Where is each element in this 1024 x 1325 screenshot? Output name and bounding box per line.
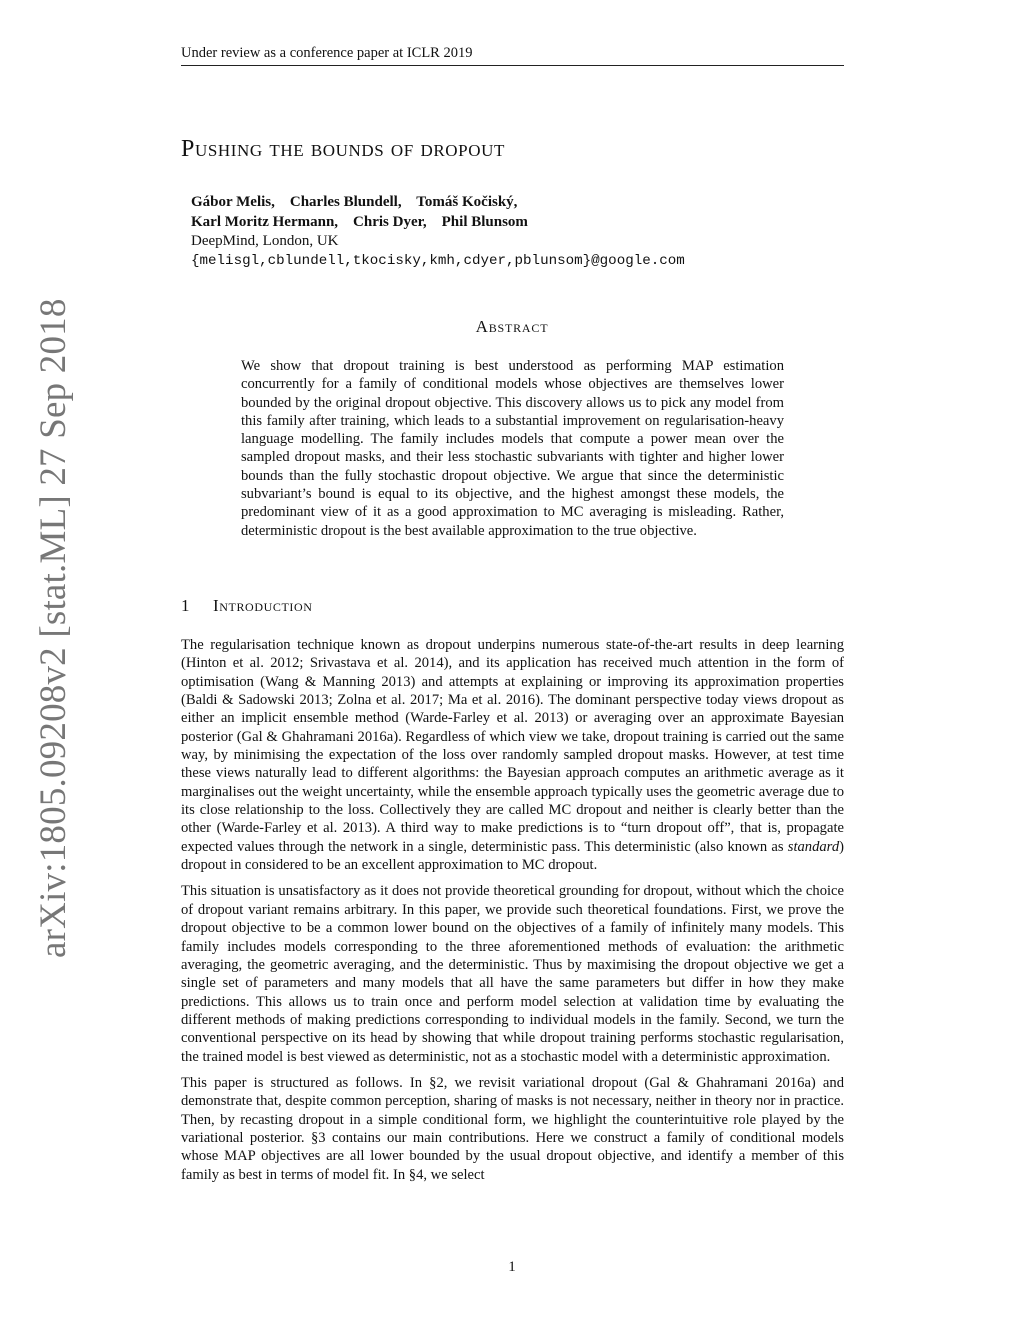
running-head: Under review as a conference paper at ICLR 2019: [181, 44, 844, 66]
paper-title: Pushing the bounds of dropout: [181, 136, 505, 162]
intro-paragraph-1-text-a: The regularisation technique known as dropout underpins numerous state-of-the-art results in deep learning (Hinton et al. 2012; Srivastava et al. 2014), and its application has received much attention in the form of optimisation (Wang & Manning 2013) and attempts at explaining or improving its approximation properties (Baldi & Sadowski 2013; Zolna et al. 2017; Ma et al. 2016). The dominant perspective today views dropout as either an implicit ensemble method (Warde-Farley et al. 2013) or averaging over an approximate Bayesian posterior (Gal & Ghahramani 2016a). Regardless of which view we take, dropout training is carried out the same way, by minimising the expectation of the loss over randomly sampled dropout masks. However, at test time these views naturally lead to different algorithms: the Bayesian approach computes an arithmetic average as it marginalises out the weight uncertainty, while the ensemble approach typically uses the geometric average due to its close relationship to the loss. Collectively they are called MC dropout and neither is clearly better than the other (Warde-Farley et al. 2013). A third way to make predictions is to “turn dropout off”, that is, propagate expected values through the network in a single, deterministic pass. This deterministic (also known as: [181, 637, 844, 855]
author-block: [191, 193, 685, 271]
author-emails: {melisgl,cblundell,tkocisky,kmh,cdyer,pblunsom}@google.com: [191, 252, 685, 269]
intro-paragraph-1-emphasis: standard: [787, 838, 840, 855]
section-number: 1: [181, 596, 190, 615]
intro-paragraph-3: This paper is structured as follows. In §2, we revisit variational dropout (Gal & Ghahramani 2016a) and demonstrate that, despite common perception, sharing of masks is not necessary, neither in theory nor in practice. Then, by recasting dropout in a simple conditional form, we highlight the counterintuitive role played by the variational posterior. §3 contains our main contributions. Here we construct a family of conditional models whose MAP objectives are all lower bounded by the usual dropout objective, and identify a member of this family as best in terms of model fit. In §4, we select: [181, 1074, 844, 1183]
intro-paragraph-1-text-b: ) dropout in considered to be an excellent approximation to MC dropout.: [181, 838, 844, 874]
page-number: 1: [508, 1259, 516, 1275]
author-line-2: Karl Moritz Hermann, Chris Dyer, Phil Blunsom: [191, 213, 528, 230]
arxiv-stamp: arXiv:1805.09208v2 [stat.ML] 27 Sep 2018: [33, 298, 74, 958]
author-affiliation: DeepMind, London, UK: [191, 233, 339, 249]
introduction-body: [181, 636, 844, 1192]
section-title: Introduction: [213, 596, 313, 615]
intro-paragraph-2: This situation is unsatisfactory as it does not provide theoretical grounding for dropout, without which the choice of dropout variant remains arbitrary. In this paper, we provide such theoretical foundations. First, we prove the dropout objective to be a common lower bound on the objectives of a family of infinitely many models. This family includes models corresponding to the three aforementioned methods of evaluation: the arithmetic averaging, the geometric averaging, and the deterministic. Thus by maximising the dropout objective we get a single set of parameters and many models that all have the same parameters but differ in how they make predictions. This allows us to train once and perform model selection at validation time by evaluating the different methods of making predictions corresponding to individual models in the family. Second, we turn the conventional perspective on its head by showing that while dropout training performs stochastic regularisation, the trained model is best viewed as deterministic, not as a stochastic model with a deterministic approximation.: [181, 883, 844, 1065]
section-heading-introduction: [181, 595, 313, 617]
intro-paragraph-1: [181, 636, 844, 874]
author-line-1: Gábor Melis, Charles Blundell, Tomáš Kočiský,: [191, 194, 518, 210]
abstract-body: We show that dropout training is best understood as performing MAP estimation concurrently for a family of conditional models whose objectives are themselves lower bounded by the original dropout objective. This discovery allows us to pick any model from this family after training, which leads to a substantial improvement on regularisation-heavy language modelling. The family includes models that compute a power mean over the sampled dropout masks, and their less stochastic subvariants with tighter and higher lower bounds than the fully stochastic dropout objective. We argue that since the deterministic subvariant’s bound is equal to its objective, and the highest amongst these models, the predominant view of it as a good approximation to MC averaging is misleading. Rather, deterministic dropout is the best available approximation to the true objective.: [241, 358, 784, 539]
abstract-heading: Abstract: [475, 317, 549, 336]
